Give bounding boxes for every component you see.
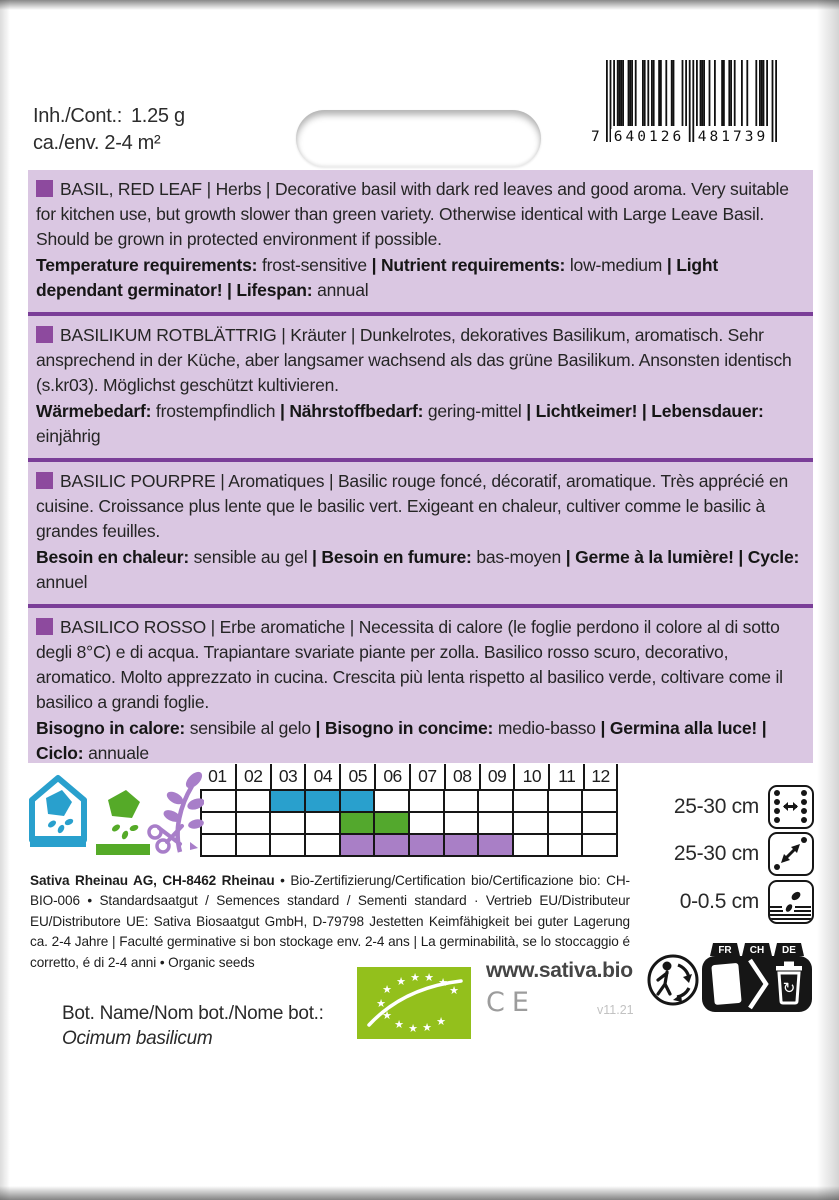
section-requirements: Besoin en chaleur: sensible au gel | Besoin en fumure: bas-moyen | Germe à la lumière! | Cycle: annuel — [36, 547, 800, 592]
harvest-cell-02 — [237, 835, 272, 857]
svg-text:★: ★ — [396, 975, 406, 988]
requirement-label: Nutrient requirements: — [380, 255, 566, 275]
content-info — [33, 103, 185, 157]
sowing-direct-cell-05 — [341, 813, 376, 835]
sowing-protected-cell-08 — [445, 791, 480, 813]
triman-recycling-icon — [645, 952, 701, 1008]
sowing-protected-cell-11 — [549, 791, 584, 813]
requirement-separator: | — [222, 280, 237, 300]
sowing-protected-cell-05 — [341, 791, 376, 813]
section-title: BASILICO ROSSO — [60, 617, 206, 637]
section-title: BASILIKUM ROTBLÄTTRIG — [60, 325, 277, 345]
eu-organic-logo — [357, 967, 471, 1039]
month-header-01: 01 — [208, 766, 227, 786]
content-value: 1.25 g — [130, 105, 185, 127]
barcode-group2: 481739 — [695, 129, 771, 145]
requirement-label: Germina alla luce! — [609, 718, 758, 738]
requirement-label: Lichtkeimer! — [535, 401, 638, 421]
requirement-label: Besoin en fumure: — [321, 547, 472, 567]
sorting-instruction-badge — [700, 942, 814, 1014]
version-label: v11.21 — [597, 1003, 634, 1017]
botanical-label: Bot. Name/Nom bot./Nome bot.: — [62, 1003, 324, 1024]
lang-section-it — [28, 608, 813, 763]
harvest-cell-05 — [341, 835, 376, 857]
section-description: BASILIKUM ROTBLÄTTRIG | Kräuter | Dunkelrotes, dekoratives Basilikum, aromatisch. Sehr ansprechend in der Küche, aber langsamer wachsend als das grüne Basilikum. Ansonsten identisch (s.kr03). Möglichst geschützt kultivieren. — [36, 325, 792, 395]
coverage-line — [33, 130, 185, 157]
bullet-square-icon — [36, 180, 53, 197]
sowing-direct-cell-01 — [202, 813, 237, 835]
requirement-separator: | — [637, 401, 652, 421]
sowing-protected-cell-12 — [583, 791, 618, 813]
content-label: Inh./Cont.: — [33, 105, 122, 127]
direct-sowing-icon — [96, 788, 150, 856]
svg-text:★: ★ — [376, 997, 386, 1010]
coverage-value: 2-4 m² — [104, 132, 161, 154]
sowing-direct-cell-09 — [479, 813, 514, 835]
seed-packet-icon — [711, 963, 741, 1005]
month-header-03: 03 — [270, 764, 305, 789]
svg-text:★: ★ — [408, 1022, 418, 1035]
harvest-cell-08 — [445, 835, 480, 857]
section-requirements: Bisogno in calore: sensibile al gelo | Bisogno in concime: medio-basso | Germina alla luce! | Ciclo: annuale — [36, 718, 767, 763]
month-header-08: 08 — [444, 764, 479, 789]
bullet-square-icon — [36, 472, 53, 489]
sowing-direct-cell-11 — [549, 813, 584, 835]
calendar-grid — [200, 789, 618, 857]
photo-edge-left — [0, 0, 10, 1200]
sowing-protected-cell-10 — [514, 791, 549, 813]
sowing-direct-cell-06 — [375, 813, 410, 835]
section-title: BASIL, RED LEAF — [60, 179, 202, 199]
requirement-separator: | — [307, 547, 322, 567]
harvest-cell-07 — [410, 835, 445, 857]
sowing-calendar — [200, 764, 618, 857]
requirement-label: Lebensdauer: — [651, 401, 764, 421]
sowing-protected-cell-02 — [237, 791, 272, 813]
bullet-square-icon — [36, 326, 53, 343]
lang-section-fr — [28, 462, 813, 604]
bullet-square-icon — [36, 618, 53, 635]
svg-text:★: ★ — [382, 1009, 392, 1022]
harvest-cell-03 — [271, 835, 306, 857]
calendar-month-header-row — [200, 764, 618, 789]
month-header-02: 02 — [235, 764, 270, 789]
harvest-cell-06 — [375, 835, 410, 857]
sowing-direct-cell-03 — [271, 813, 306, 835]
svg-text:★: ★ — [382, 983, 392, 996]
requirement-label: Ciclo: — [36, 743, 84, 763]
sowing-protected-cell-03 — [271, 791, 306, 813]
company-details: • Bio-Zertifizierung/Certification bio/Certificazione bio: CH-BIO-006 • Standardsaatgut / Semences standard / Sementi standard · Vertrieb EU/Distributeur EU/Distributore UE: Sativa Biosaatgut GmbH, D-79798 Jestetten Keimfähigkeit bei guter Lagerung ca. 2-4 Jahre | Faculté germinative si bon stockage env. 2-4 ans | La germinabilità, se lo stoccaggio é corretto, é di 2-4 anni • Organic seeds — [30, 872, 630, 970]
svg-text:★: ★ — [410, 971, 420, 984]
eu-organic-leaf-icon — [357, 967, 471, 1039]
requirement-separator: | — [366, 255, 381, 275]
harvest-cell-01 — [202, 835, 237, 857]
requirement-label: Cycle: — [747, 547, 800, 567]
sowing-direct-cell-08 — [445, 813, 480, 835]
requirement-label: Nährstoffbedarf: — [289, 401, 424, 421]
svg-text:↻: ↻ — [782, 979, 796, 997]
spec-row-spacing — [630, 784, 814, 830]
month-header-12: 12 — [583, 764, 618, 789]
sowing-depth-icon — [768, 880, 814, 924]
month-header-11: 11 — [548, 764, 583, 789]
requirement-separator: | — [275, 401, 290, 421]
harvest-cell-09 — [479, 835, 514, 857]
sowing-protected-cell-06 — [375, 791, 410, 813]
photo-edge-bottom — [0, 1186, 839, 1200]
requirement-label: Bisogno in calore: — [36, 718, 186, 738]
section-description: BASILICO ROSSO | Erbe aromatiche | Necessita di calore (le foglie perdono il colore al di sotto degli 8°C) e di acqua. Trapiantare svariate piante per zolla. Basilico rosso scuro, decorativo, aromatico. Molto apprezzato in cucina. Crescita più lenta rispetto al basilico verde, coltivare come il basilico a grandi foglie. — [36, 617, 783, 712]
barcode — [591, 60, 780, 154]
website-url: www.sativa.bio — [486, 959, 633, 982]
section-description: BASILIC POURPRE | Aromatiques | Basilic rouge foncé, décoratif, aromatique. Très apprécié en cuisine. Croissance plus lente que le basilic vert. Exigeant en chaleur, cultiver comme le basilic à grandes feuilles. — [36, 471, 789, 541]
sowing-direct-cell-07 — [410, 813, 445, 835]
botanical-name: Ocimum basilicum — [62, 1028, 213, 1049]
month-header-04: 04 — [304, 764, 339, 789]
requirement-label: Light dependant germinator! — [36, 255, 718, 300]
harvest-cell-12 — [583, 835, 618, 857]
requirement-label: Germe à la lumière! — [575, 547, 734, 567]
harvest-cell-04 — [306, 835, 341, 857]
greenhouse-sowing-icon — [28, 774, 88, 856]
requirement-separator: | — [595, 718, 610, 738]
barcode-number — [591, 126, 780, 146]
requirement-label: Wärmebedarf: — [36, 401, 152, 421]
harvest-scissors-icon — [146, 768, 204, 860]
recycling-bin-icon — [776, 962, 802, 1004]
sowing-direct-cell-12 — [583, 813, 618, 835]
plant-spacing-value: 25-30 cm — [673, 842, 759, 865]
svg-text:★: ★ — [424, 971, 434, 984]
section-requirements: Temperature requirements: frost-sensitive | Nutrient requirements: low-medium | Light dependant germinator! | Lifespan: annual — [36, 255, 718, 300]
row-spacing-icon — [768, 785, 814, 829]
month-header-05: 05 — [339, 764, 374, 789]
content-line — [33, 103, 185, 130]
svg-text:★: ★ — [436, 1015, 446, 1028]
month-header-07: 07 — [409, 764, 444, 789]
spec-sowing-depth — [630, 879, 814, 925]
botanical-name-block — [62, 1001, 324, 1051]
lang-section-en — [28, 170, 813, 312]
harvest-cell-10 — [514, 835, 549, 857]
lang-section-de — [28, 316, 813, 458]
section-requirements: Wärmebedarf: frostempfindlich | Nährstoffbedarf: gering-mittel | Lichtkeimer! | Lebensdauer: einjährig — [36, 401, 764, 446]
row-spacing-value: 25-30 cm — [673, 795, 759, 818]
requirement-label: Lifespan: — [236, 280, 313, 300]
requirement-separator: | — [757, 718, 767, 738]
description-panel — [28, 170, 813, 763]
sowing-protected-cell-09 — [479, 791, 514, 813]
sowing-protected-cell-01 — [202, 791, 237, 813]
month-header-06: 06 — [374, 764, 409, 789]
section-title: BASILIC POURPRE — [60, 471, 216, 491]
barcode-group1: 640126 — [611, 129, 687, 145]
sowing-protected-cell-07 — [410, 791, 445, 813]
svg-text:★: ★ — [449, 984, 459, 997]
spec-plant-spacing — [630, 831, 814, 877]
svg-text:FR: FR — [718, 945, 732, 956]
sowing-direct-cell-10 — [514, 813, 549, 835]
hang-hole-slot — [296, 110, 541, 167]
month-header-10: 10 — [513, 764, 548, 789]
coverage-label: ca./env. — [33, 132, 100, 154]
section-description: BASIL, RED LEAF | Herbs | Decorative basil with dark red leaves and good aroma. Very suitable for kitchen use, but growth slower than green variety. Otherwise identical with Large Leave Basil. Should be grown in protected environment if possible. — [36, 179, 789, 249]
company-name: Sativa Rheinau AG, CH-8462 Rheinau — [30, 872, 275, 888]
requirement-separator: | — [733, 547, 748, 567]
svg-text:CH: CH — [749, 945, 765, 956]
requirement-label: Temperature requirements: — [36, 255, 258, 275]
svg-text:DE: DE — [782, 945, 796, 956]
photo-edge-right — [817, 0, 839, 1200]
requirement-label: Besoin en chaleur: — [36, 547, 189, 567]
svg-text:★: ★ — [422, 1021, 432, 1034]
plant-spacing-icon — [768, 832, 814, 876]
sowing-protected-cell-04 — [306, 791, 341, 813]
photo-edge-top — [0, 0, 839, 10]
barcode-prefix: 7 — [591, 129, 600, 145]
ce-mark: CE — [486, 987, 536, 1018]
sowing-direct-cell-02 — [237, 813, 272, 835]
requirement-separator: | — [561, 547, 576, 567]
requirement-separator: | — [310, 718, 325, 738]
requirement-separator: | — [521, 401, 536, 421]
requirement-separator: | — [662, 255, 677, 275]
svg-text:★: ★ — [394, 1018, 404, 1031]
harvest-cell-11 — [549, 835, 584, 857]
country-tabs — [710, 943, 804, 956]
month-header-09: 09 — [479, 764, 514, 789]
sowing-depth-value: 0-0.5 cm — [679, 890, 759, 913]
sowing-direct-cell-04 — [306, 813, 341, 835]
svg-text:★: ★ — [438, 976, 448, 989]
requirement-label: Bisogno in concime: — [324, 718, 494, 738]
